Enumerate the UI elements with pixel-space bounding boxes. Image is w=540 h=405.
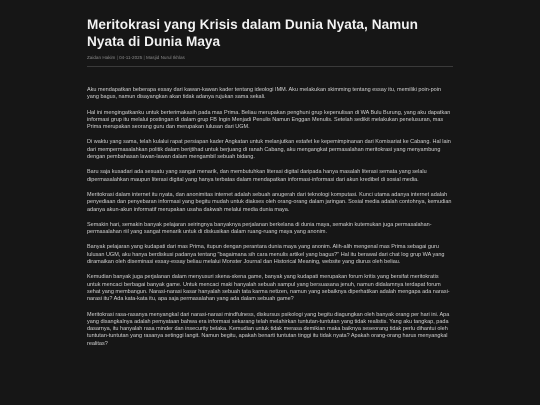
paragraph: Hal ini mengingatkanku untuk berterimakasih pada mas Prima. Beliau merupakan penghuni grup kepenulisan di WA Bulu Burung, yang aku dapatkan informasi grup itu melalui postingan di dalam grup FB Ingin Menjadi Penulis Namun Enggan Menulis. Setelah sedikit melakukan penelusuran, mas Prima merupakan seorang guru dan merupakan lulusan dari UGM. [87,109,451,131]
paragraph: Banyak pelajaran yang kudapati dari mas Prima, itupun dengan perantara dunia maya yang anonim. Alih-alih mengenal mas Prima sebagai guru lulusan UGM, aku hanya berdiskusi padanya tentang "bagaimana sih cara menulis artikel yang bagus?" Hal itu berawal dari chat log grup WA yang diramaikan oleh diseminasi essay-essay beliau melalui Monster Journal dan Historical Meaning, website yang diurus oleh beliau. [87,244,445,266]
header-divider [87,66,453,67]
paragraph: Aku mendapatkan beberapa essay dari kawan-kawan kader tentang ideologi IMM. Aku melakukan skimming tentang essay itu, memiliki poin-poin yang bagus, namun disayangkan akan tidak adanya rujukan sama sekali. [87,87,442,101]
paragraph: Meritokrasi rasa-rasanya menyangkal dari narasi-narasi mindfulness, diskursus psikologi yang begitu diagungkan oleh banyak orang per hari ini. Apa yang disangkalnya adalah pemyataan bahwa era informasi sekarang telah melahirkan tuntutan-tuntutan yang tidak realistis. Yang aku tangkap, pada dasarnya, itu hanyalah rasa minder dan insecurity belaka. Kemudian untuk tidak merasa demikian maka baiknya seseorang tidak perlu dihantui oleh tuntutan-tuntutan yang rasanya setinggi langit. Namun begitu, apakah benarti tuntutan tinggi itu tidak nyata? Apakah orang-orang harus menyangkal realitas? [87,311,450,347]
article-body [87,87,453,348]
article-meta [87,55,453,61]
article-title: Meritokrasi yang Krisis dalam Dunia Nyata, Namun Nyata di Dunia Maya [87,17,419,49]
meta-separator: | [115,55,120,60]
paragraph: Baru saja kusadari ada sesuatu yang sangat menarik, dan membutuhkan literasi digital daripada hanya masalah literasi semata yang selalu dipermasalahkan maupun literasi digital yang hanya terbatas dalam mendapatkan informasi-informasi dari akun kredibel di sosial media. [87,169,427,183]
publish-date: 04-11-2025 [119,55,143,60]
author-name[interactable]: Zaidan Hakim [87,55,116,60]
article [87,16,453,356]
paragraph: Di waktu yang sama, telah kulalui rapat persiapan kader Angkatan untuk melanjutkan estafet ke kepemimpinanan dari Komisariat ke Cabang. Hal lain dari mempermasalahkan politik dalam berijtihad untuk berjuang di ranah Cabang, aku mengangkat permasalahan meritokrasi yang menyambung dengan pembahasan lawan-lawan dalam mengambil sebuah bidang. [87,139,451,161]
meta-separator: | [142,55,147,60]
paragraph: Meritokrasi dalam internet itu nyata, dan anonimitas internet adalah sebuah anugerah dari teknologi komputasi. Kunci utama adanya internet adalah penyediaan dan penyebaran informasi yang begitu mudah untuk diakses oleh orang-orang dalam jaringan. Sosial media adalah contohnya, kemudian adanya akun-akun informatif merupakan usaha dakwah melalui media dunia maya. [87,191,452,213]
category-link[interactable]: Masjid Nurul Ikhlas [146,55,185,60]
paragraph: Semakin hari, semakin banyak pelajaran seiringnya banyaknya perjalanan berkelana di dunia maya, semakin kutemukan juga permasalahan-permasalahan riil yang sangat menarik untuk di diskusikan dalam ruang-ruang maya yang anonim. [87,221,432,236]
paragraph: Kemudian banyak juga perjalanan dalam menyusuri skena-skena game, banyak yang kudapati merupakan forum kritis yang bersifat meritokratis untuk mencaci berbagai banyak game. Untuk mencaci maki hanyalah sebuah sampul yang bersuasana jenuh, namun didalamnya terdapat forum sehat yang membangun. Narasi-narasi kasar hanyalah sebuah tata karma netizen, namun yang sebaiknya diperhatikan adalah mengapa ada narasi-narasi itu? Ada kata-kata itu, apa saja permasalahan yang ada dalam sebuah game? [87,274,450,303]
